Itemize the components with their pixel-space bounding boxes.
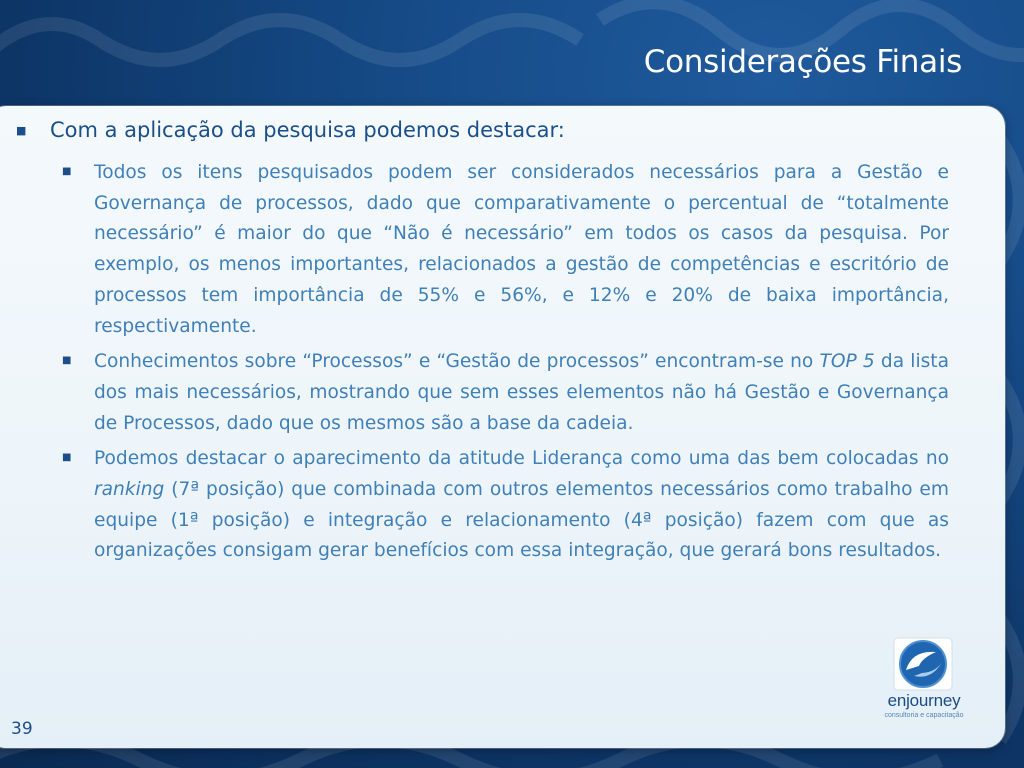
emphasis-text: TOP 5: [819, 351, 875, 373]
logo-name: enjourney: [887, 691, 961, 710]
sub-bullet-text-part: da lista dos mais necessários, mostrando que sem esses elementos não há Gestão e Governança de Processos, dado que os mesmos são a base da cadeia.: [94, 351, 949, 434]
sub-bullet-text: [94, 158, 949, 342]
slide-title: Considerações Finais: [643, 44, 962, 80]
square-bullet-icon: ■: [62, 452, 72, 464]
sub-bullet-text: [94, 444, 949, 567]
list-item: [62, 347, 949, 439]
logo-tagline: consultoria e capacitação: [884, 712, 964, 719]
sub-bullet-text-part: (7ª posição) que combinada com outros elementos necessários como trabalho em equipe (1ª posição) e integração e relacionamento (4ª posição) fazem com que as organizações consigam gerar benefícios com essa integração, que gerará bons resultados.: [94, 479, 949, 562]
emphasis-text: ranking: [94, 479, 165, 501]
sub-bullet-text-part: Todos os itens pesquisados podem ser considerados necessários para a Gestão e Governança de processos, dado que comparativamente o percentual de “totalmente necessário” é maior do que “Não é necessário” em todos os casos da pesquisa. Por exemplo, os menos importantes, relacionados a gestão de competências e escritório de processos tem importância de 55% e 56%, e 12% e 20% de baixa importância, respectivamente.: [94, 162, 949, 337]
square-bullet-icon: ■: [16, 124, 27, 137]
sub-bullet-text: [94, 347, 949, 439]
sub-bullet-list: [62, 158, 949, 572]
list-item: [62, 444, 949, 567]
square-bullet-icon: ■: [62, 355, 72, 367]
enjourney-logo: [874, 633, 974, 723]
main-bullet: [16, 118, 565, 142]
square-bullet-icon: ■: [62, 166, 72, 177]
enjourney-logo-icon: [892, 636, 954, 692]
sub-bullet-text-part: Conhecimentos sobre “Processos” e “Gestão de processos” encontram-se no: [94, 351, 820, 373]
main-bullet-text: Com a aplicação da pesquisa podemos destacar:: [50, 118, 565, 142]
sub-bullet-text-part: Podemos destacar o aparecimento da atitude Liderança como uma das bem colocadas no: [94, 448, 949, 470]
page-number: 39: [11, 719, 33, 739]
list-item: [62, 158, 949, 342]
